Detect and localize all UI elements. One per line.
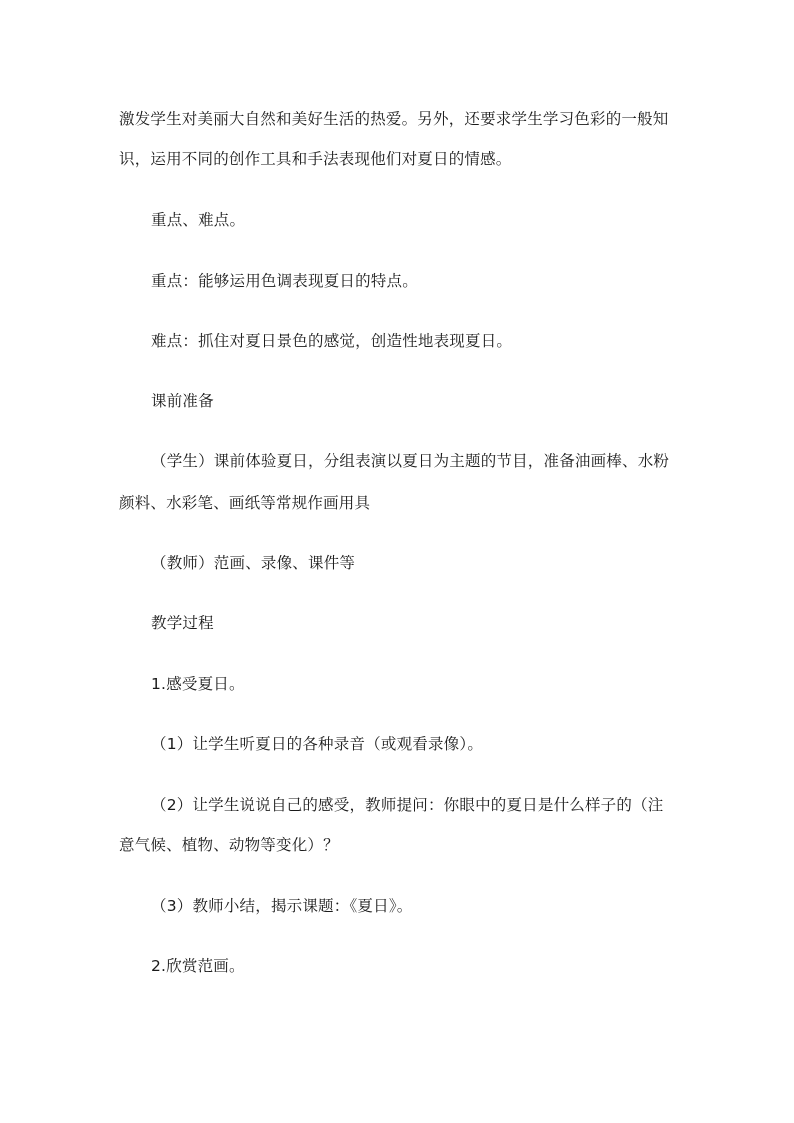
text-line: 意气候、植物、动物等变化）？: [119, 836, 339, 854]
step-1-item-2-continued: [119, 825, 679, 865]
text-line: （1）让学生听夏日的各种录音（或观看录像）。: [151, 735, 484, 753]
paragraph-key-point: [151, 261, 679, 301]
text-line: （3）教师小结，揭示课题：《夏日》。: [151, 897, 413, 915]
text-line: 颜料、水彩笔、画纸等常规作画用具: [119, 494, 371, 512]
step-1-item-3: [151, 886, 679, 926]
heading-key-points: [151, 200, 679, 240]
paragraph-student-prep-continued: [119, 483, 679, 523]
step-2-heading: [151, 946, 679, 986]
heading-teaching-process: [151, 603, 679, 643]
text-line: （2）让学生说说自己的感受，教师提问：你眼中的夏日是什么样子的（注: [151, 796, 664, 814]
step-1-item-2: [151, 785, 679, 825]
text-line: 2.欣赏范画。: [151, 957, 245, 975]
step-1-item-1: [151, 724, 679, 764]
text-line: 重点、难点。: [151, 211, 246, 229]
text-line: （教师）范画、录像、课件等: [151, 554, 356, 572]
paragraph-intro: [119, 99, 679, 179]
text-line: 激发学生对美丽大自然和美好生活的热爱。另外，还要求学生学习色彩的一般知: [119, 110, 669, 128]
text-line: 难点：抓住对夏日景色的感觉，创造性地表现夏日。: [151, 332, 513, 350]
text-line: 重点：能够运用色调表现夏日的特点。: [151, 272, 418, 290]
paragraph-student-prep: [151, 441, 679, 481]
heading-preparation: [151, 381, 679, 421]
step-1-heading: [151, 664, 679, 704]
paragraph-teacher-prep: [151, 543, 679, 583]
text-line: （学生）课前体验夏日，分组表演以夏日为主题的节目，准备油画棒、水粉: [151, 452, 670, 470]
text-line: 识，运用不同的创作工具和手法表现他们对夏日的情感。: [119, 150, 512, 168]
paragraph-difficulty: [151, 321, 679, 361]
text-line: 教学过程: [151, 614, 214, 632]
text-line: 课前准备: [151, 392, 214, 410]
text-line: 1.感受夏日。: [151, 675, 245, 693]
